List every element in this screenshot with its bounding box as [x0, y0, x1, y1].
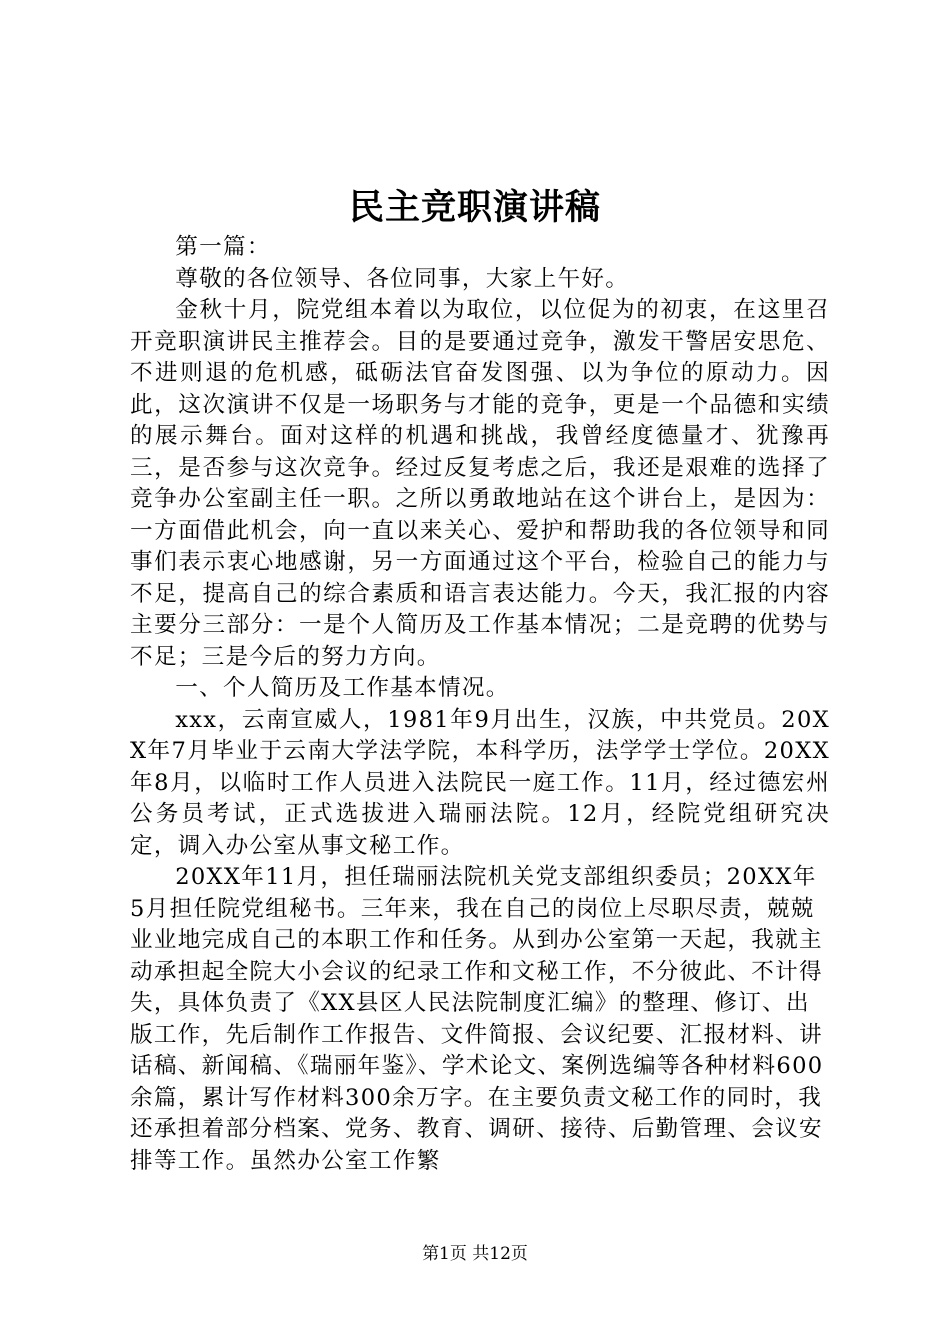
section-heading-first: 第一篇： — [175, 234, 271, 260]
section-heading-resume: 一、个人简历及工作基本情况。 — [175, 675, 510, 701]
page-footer: 第1页 共12页 — [422, 1244, 528, 1264]
intro-paragraph: 金秋十月，院党组本着以为取位，以位促为的初衷，在这里召开竞职演讲民主推荐会。目的是要通过竞争，激发干警居安思危、不进则退的危机感，砥砺法官奋发图强、以为争位的原动力。因此，这次演讲不仅是一场职务与才能的竞争，更是一个品德和实绩的展示舞台。面对这样的机遇和挑战，我曾经度德量才、犹豫再三，是否参与这次竞争。经过反复考虑之后，我还是艰难的选择了竞争办公室副主任一职。之所以勇敢地站在这个讲台上，是因为：一方面借此机会，向一直以来关心、爱护和帮助我的各位领导和同事们表示衷心地感谢，另一方面通过这个平台，检验自己的能力与不足，提高自己的综合素质和语言表达能力。今天，我汇报的内容主要分三部分：一是个人简历及工作基本情况；二是竞聘的优势与不足；三是今后的努力方向。 — [130, 297, 830, 670]
document-body — [130, 232, 830, 1177]
greeting-paragraph: 尊敬的各位领导、各位同事，大家上午好。 — [175, 265, 630, 292]
resume-paragraph: xxx，云南宣威人，1981年9月出生，汉族，中共党员。20XX年7月毕业于云南大学法学院，本科学历，法学学士学位。20XX年8月，以临时工作人员进入法院民一庭工作。11月，经过德宏州公务员考试，正式选拔进入瑞丽法院。12月，经院党组研究决定，调入办公室从事文秘工作。 — [130, 706, 830, 859]
document-title: 民主竞职演讲稿 — [348, 187, 601, 228]
work-paragraph: 20XX年11月，担任瑞丽法院机关党支部组织委员；20XX年5月担任院党组秘书。三年来，我在自己的岗位上尽职尽责，兢兢业业地完成自己的本职工作和任务。从到办公室第一天起，我就主动承担起全院大小会议的纪录工作和文秘工作，不分彼此、不计得失，具体负责了《XX县区人民法院制度汇编》的整理、修订、出版工作，先后制作工作报告、文件简报、会议纪要、汇报材料、讲话稿、新闻稿、《瑞丽年鉴》、学术论文、案例选编等各种材料600余篇，累计写作材料300余万字。在主要负责文秘工作的同时，我还承担着部分档案、党务、教育、调研、接待、后勤管理、会议安排等工作。虽然办公室工作繁 — [130, 864, 824, 1174]
